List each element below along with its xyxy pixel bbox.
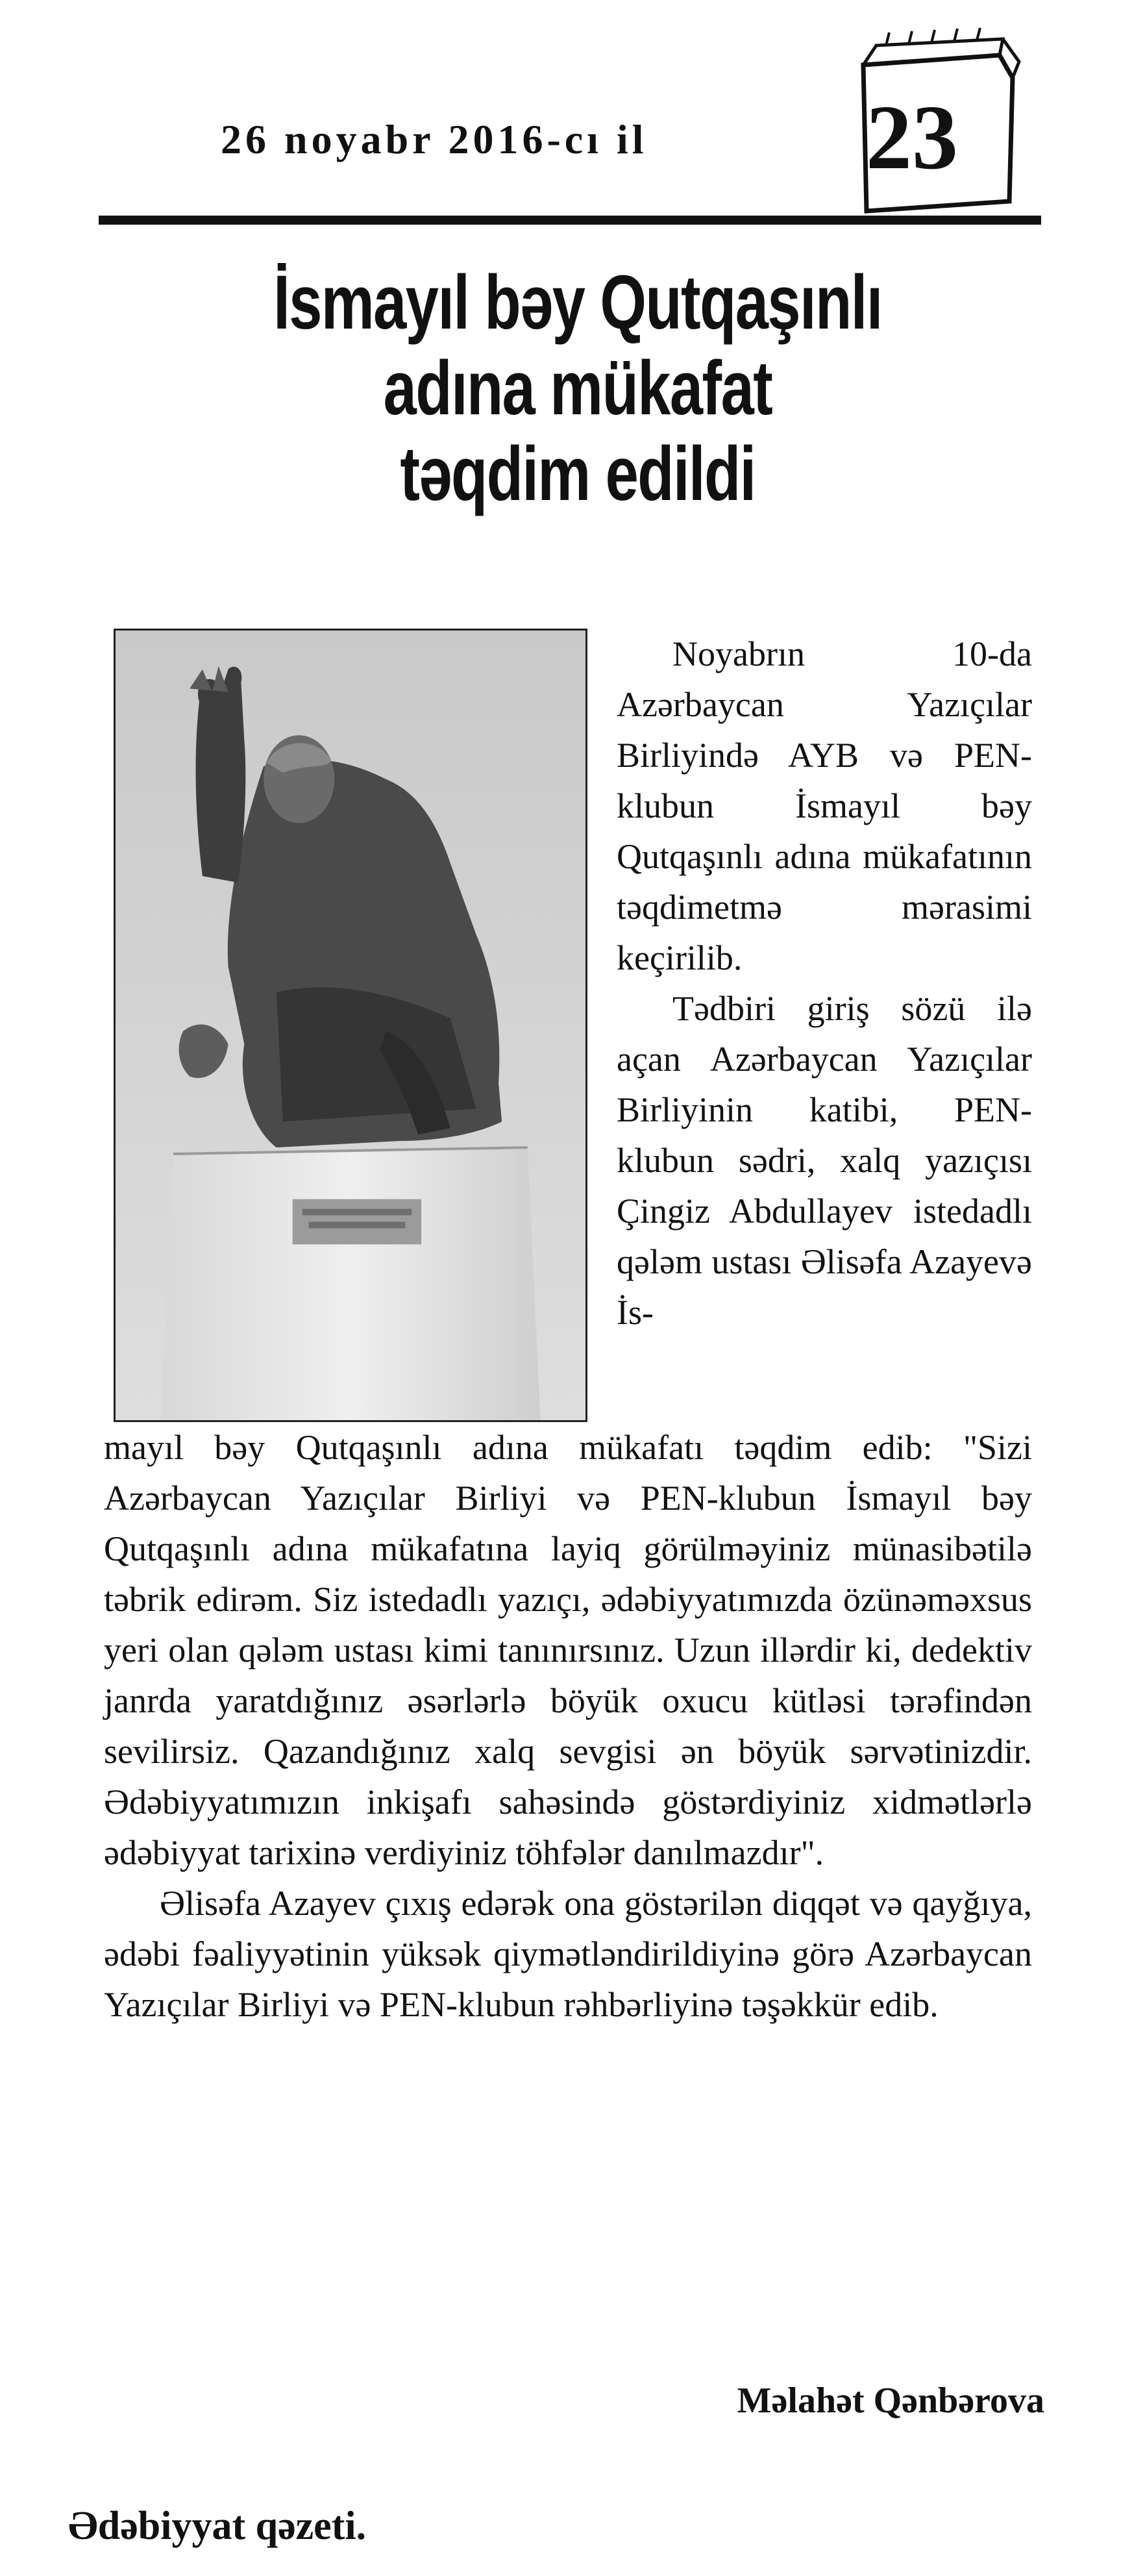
headline-line-3: təqdim edildi [400, 431, 756, 517]
paragraph-3: Əlisəfa Azayev çıxış edərək ona göstərilən diqqət və qayğıya, ədəbi fəaliyyətinin yüksək qiymətləndirildiyinə görə Azərbaycan Yazıçılar Birliyi və PEN-klubun rəhbərliyinə təşəkkür edib. [104, 1884, 1032, 2024]
header-rule [99, 216, 1041, 225]
headline-line-1: İsmayıl bəy Qutqaşınlı [273, 260, 882, 345]
paragraph-2-start: Tədbiri giriş sözü ilə açan Azərbaycan Yazıçılar Birliyinin katibi, PEN-klubun sədri, xalq yazıçısı Çingiz Abdullayev istedadlı qələm ustası Əlisəfa Azayevə İs- [617, 989, 1032, 1332]
author-name: Məlahət Qənbərova [737, 2381, 1044, 2421]
article-column [617, 629, 1032, 1338]
headline-line-2: adına mükafat [383, 345, 772, 431]
issue-date: 26 noyabr 2016-cı il [221, 116, 648, 162]
headline [228, 260, 927, 517]
paragraph-2-continued: mayıl bəy Qutqaşınlı adına mükafatı təqdim edib: "Sizi Azərbaycan Yazıçılar Birliyi və PEN-klubun İsmayıl bəy Qutqaşınlı adına mükafatına layiq görülməyiniz münasibətilə təbrik edirəm. Siz istedadlı yazıçı, ədəbiyyatımızda özünəməxsus yeri olan qələm ustası kimi tanınırsınız. Uzun illərdir ki, dedektiv janrda yaratdığınız əsərlərlə böyük oxucu kütləsi tərəfindən sevilirsiz. Qazandığınız xalq sevgisi ən böyük sərvətinizdir. Ədəbiyyatımızın inkişafı sahəsində göstərdiyiniz xidmətlərlə ədəbiyyat tarixinə verdiyiniz töhfələr danılmazdır". [104, 1428, 1032, 1872]
article-body [104, 1422, 1032, 2030]
page-number: 23 [866, 86, 958, 188]
source-name: Ədəbiyyat qəzeti. [68, 2504, 367, 2548]
paragraph-1: Noyabrın 10-da Azərbaycan Yazıçılar Birliyində AYB və PEN-klubun İsmayıl bəy Qutqaşınlı adına mükafatının təqdimetmə mərasimi keçirilib. [617, 634, 1032, 977]
monument-photo [114, 629, 587, 1422]
